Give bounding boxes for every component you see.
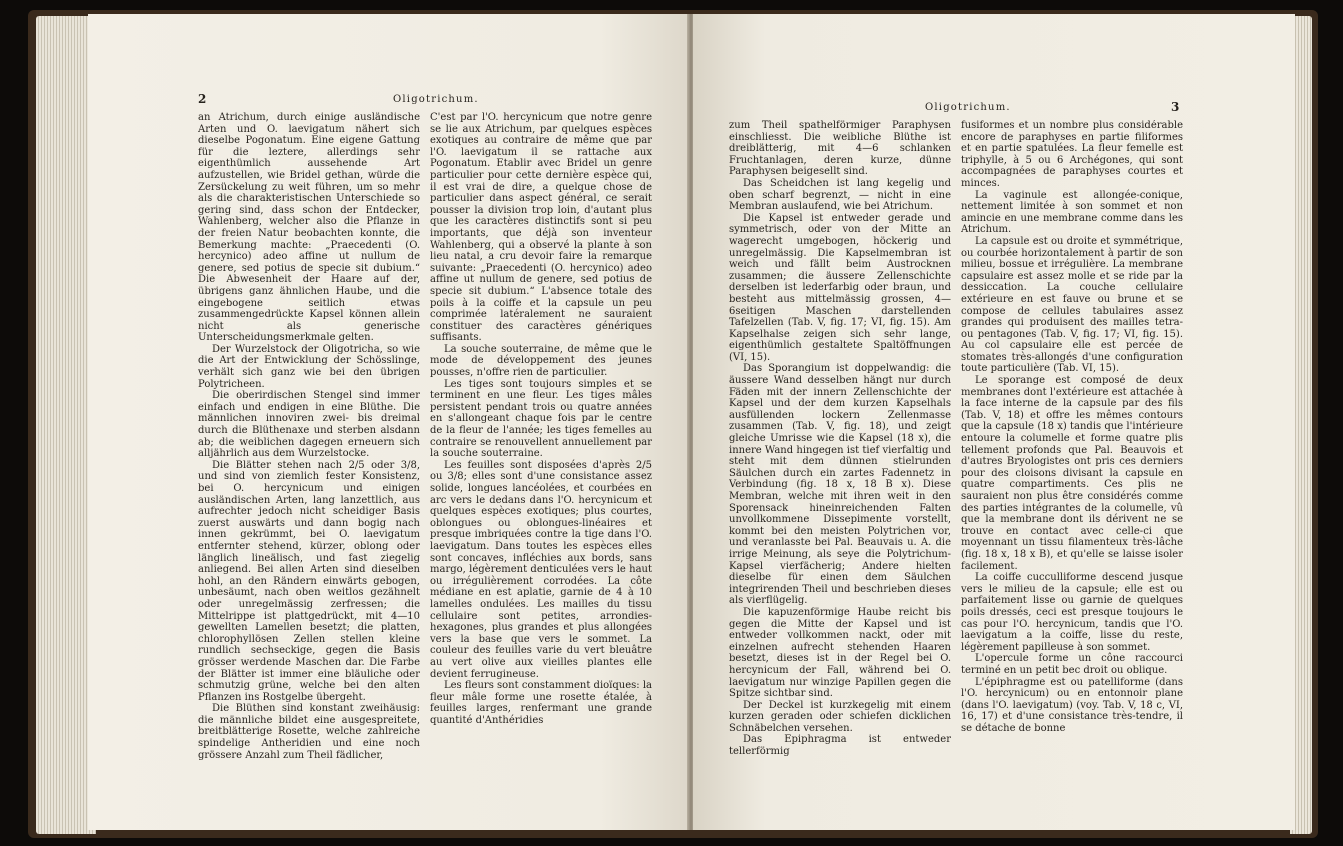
paragraph: Le sporange est composé de deux membranes dont l'extérieure est attachée à la face interne de la capsule par des fils (Tab. V, 18) et offre les mêmes contours que la capsule (18 x) tandis que l'intérieure entoure la columelle et forme quatre plis tellement profonds que Pal. Beauvois et d'autres Bryologistes ont pris ces derniers pour des cloisons divisant la capsule en quatre compartiments. Ces plis ne sauraient non plus être considérés comme des parties intégrantes de la columelle, vû que la membrane dont ils dérivent ne se trouve en contact avec celle-ci que moyennant un tissu filamenteux très-lâche (fig. 18 x, 18 x B), et qu'elle se laisse isoler facilement.: [961, 375, 1183, 572]
paragraph: Die kapuzenförmige Haube reicht bis gegen die Mitte der Kapsel und ist entweder vollkommen nackt, oder mit einzelnen aufrecht stehenden Haaren besetzt, dieses ist in der Regel bei O. hercynicum der Fall, während bei O. laevigatum nur winzige Papillen gegen die Spitze sichtbar sind.: [729, 606, 951, 700]
paragraph: fusiformes et un nombre plus considérable encore de paraphyses en partie filiformes et en partie spatulées. La fleur femelle est triphylle, à 5 ou 6 Archégones, qui sont accompagnées de paraphyses courtes et minces.: [961, 120, 1183, 189]
paragraph: Der Deckel ist kurzkegelig mit einem kurzen geraden oder schiefen dicklichen Schnäbelchen versehen.: [729, 699, 951, 734]
paragraph: Die Blätter stehen nach 2/5 oder 3/8, und sind von ziemlich fester Konsistenz, bei O. hercynicum und einigen ausländischen Arten, lang lanzettlich, aus aufrechter jedoch nicht scheidiger Basis zuerst auswärts und dann bogig nach innen gekrümmt, bei O. laevigatum entfernter stehend, kürzer, oblong oder länglich lineälisch, und fast ziegelig anliegend. Bei allen Arten sind dieselben hohl, an den Rändern einwärts gebogen, unbesäumt, nach oben weitlos gezähnelt oder unregelmässig zerfressen; die Mittelrippe ist plattgedrückt, mit 4—10 gewellten Lamellen besetzt; die platten, chlorophyllösen Zellen stellen kleine rundlich sechseckige, gegen die Basis grösser werdende Maschen dar. Die Farbe der Blätter ist immer eine bläuliche oder schmutzig grüne, welche bei den alten Pflanzen ins Rostgelbe übergeht.: [198, 459, 420, 703]
right-column-french: [961, 120, 1183, 820]
paragraph: Der Wurzelstock der Oligotricha, so wie die Art der Entwicklung der Schösslinge, verhält sich ganz wie bei den übrigen Polytricheen.: [198, 343, 420, 390]
paragraph: C'est par l'O. hercynicum que notre genre se lie aux Atrichum, par quelques espèces exotiques au contraire de même que par l'O. laevigatum il se rattache aux Pogonatum. Etablir avec Bridel un genre particulier pour cette dernière espèce qui, il est vrai de dire, a quelque chose de particulier dans aspect général, ce serait pousser la division trop loin, d'autant plus que les caractères distinctifs sont si peu importants, que déjà son inventeur Wahlenberg, qui a observé la plante à son lieu natal, a cru devoir faire la remarque suivante: „Praecedenti (O. hercynico) adeo affine ut nullum de genere, sed potius de specie sit dubium.“ L'absence totale des poils à la coiffe et la capsule un peu comprimée latéralement ne sauraient constituer des caractères génériques suffisants.: [430, 112, 652, 344]
paragraph: Das Epiphragma ist entweder tellerförmig: [729, 734, 951, 758]
paragraph: La capsule est ou droite et symmétrique, ou courbée horizontalement à partir de son milieu, bossue et irrégulière. La membrane capsulaire est assez molle et se ride par la dessiccation. La couche cellulaire extérieure en est fauve ou brune et se compose de cellules tabulaires assez grandes qui produisent des mailles tetra- ou pentagones (Tab. V, fig. 17; VI, fig. 15). Au col capsulaire elle est percée de stomates très-allongés d'une configuration toute particulière (Tab. VI, 15).: [961, 235, 1183, 375]
running-head: Oligotrichum.: [925, 102, 1011, 113]
page-number: 3: [1171, 100, 1180, 114]
paragraph: L'opercule forme un cône raccourci terminé en un petit bec droit ou oblique.: [961, 653, 1183, 676]
paragraph: Die oberirdischen Stengel sind immer einfach und endigen in eine Blüthe. Die männlichen innoviren zwei- bis dreimal durch die Blüthenaxe und sterben alsdann ab; die weiblichen dagegen erneuern sich alljährlich aus dem Wurzelstocke.: [198, 390, 420, 460]
paragraph: Les fleurs sont constamment dioïques: la fleur mâle forme une rosette étalée, à feuilles larges, renfermant une grande quantité d'Anthéridies: [430, 680, 652, 726]
left-page: [88, 14, 690, 830]
left-column-german: [198, 112, 420, 812]
left-column-french: [430, 112, 652, 812]
right-column-german: [729, 120, 951, 820]
paragraph: Das Sporangium ist doppelwandig: die äussere Wand desselben hängt nur durch Fäden mit der innern Zellenschichte der Kapsel und der dem kurzen Kapselhals ausfüllenden lockern Zellenmasse zusammen (Tab. V, fig. 18), und zeigt gleiche Umrisse wie die Kapsel (18 x), die innere Wand hingegen ist tief vierfaltig und steht mit dem dünnen stielrunden Säulchen durch ein zartes Fadennetz in Verbindung (fig. 18 x, 18 B x). Diese Membran, welche mit ihren weit in den Sporensack hineinreichenden Falten unvollkommene Dissepimente vorstellt, kommt bei den meisten Polytrichen vor, und veranlasste bei Pal. Beauvais u. A. die irrige Meinung, als seye die Polytrichum-Kapsel vierfächerig; Andere hielten dieselbe für einen dem Säulchen integrirenden Theil und beschrieben dieses als vierflügelig.: [729, 363, 951, 607]
paragraph: Die Blüthen sind konstant zweihäusig: die männliche bildet eine ausgespreitete, breitblätterige Rosette, welche zahlreiche spindelige Antheridien und eine noch grössere Anzahl zum Theil fädlicher,: [198, 703, 420, 761]
paragraph: an Atrichum, durch einige ausländische Arten und O. laevigatum nähert sich dieselbe Pogonatum. Eine eigene Gattung für die leztere, allerdings sehr eigenthümlich aussehende Art aufzustellen, wie Bridel gethan, würde die Zersückelung zu weit führen, um so mehr als die charakteristischen Unterschiede so gering sind, dass schon der Entdecker, Wahlenberg, welcher also die Pflanze in der freien Natur beobachten konnte, die Bemerkung machte: „Praecedenti (O. hercynico) adeo affine ut nullum de genere, sed potius de specie sit dubium.“ Die Abwesenheit der Haare auf der, übrigens ganz ähnlichen Haube, und die eingebogene seitlich etwas zusammengedrückte Kapsel können allein nicht als generische Unterscheidungsmerkmale gelten.: [198, 112, 420, 344]
paragraph: Das Scheidchen ist lang kegelig und oben scharf begrenzt, — nicht in eine Membran auslaufend, wie bei Atrichum.: [729, 177, 951, 213]
paragraph: Die Kapsel ist entweder gerade und symmetrisch, oder von der Mitte an wagerecht umgebogen, höckerig und unregelmässig. Die Kapselmembran ist weich und fällt beim Austrocknen zusammen; die äussere Zellenschichte derselben ist lederfarbig oder braun, und besteht aus mittelmässig grossen, 4—6seitigen Maschen darstellenden Tafelzellen (Tab. V, fig. 17; VI, fig. 15). Am Kapselhalse zeigen sich sehr lange, eigenthümlich gestaltete Spaltöffnungen (VI, 15).: [729, 212, 951, 363]
paragraph: L'épiphragme est ou patelliforme (dans l'O. hercynicum) ou en entonnoir plane (dans l'O. laevigatum) (voy. Tab. V, 18 c, VI, 16, 17) et d'une consistance très-tendre, il se détache de bonne: [961, 676, 1183, 734]
paragraph: La coiffe cucculliforme descend jusque vers le milieu de la capsule; elle est ou parfaitement lisse ou garnie de quelques poils dressés, ceci est presque toujours le cas pour l'O. hercynicum, tandis que l'O. laevigatum a la coiffe, lisse du reste, légèrement papilleuse à son sommet.: [961, 572, 1183, 653]
running-head: Oligotrichum.: [393, 94, 479, 105]
paragraph: La souche souterraine, de même que le mode de développement des jeunes pousses, n'offre rien de particulier.: [430, 343, 652, 379]
page-number: 2: [198, 92, 207, 106]
paragraph: zum Theil spathelförmiger Paraphysen einschliesst. Die weibliche Blüthe ist dreiblätterig, mit 4—6 schlanken Fruchtanlagen, deren kurze, dünne Paraphysen beigesellt sind.: [729, 120, 951, 178]
page-edges-left: [36, 16, 96, 834]
right-page: [693, 14, 1295, 830]
paragraph: La vaginule est allongée-conique, nettement limitée à son sommet et non amincie en une membrane comme dans les Atrichum.: [961, 189, 1183, 236]
paragraph: Les tiges sont toujours simples et se terminent en une fleur. Les tiges mâles persistent pendant trois ou quatre années en s'allongeant chaque fois par le centre de la fleur de l'année; les tiges femelles au contraire se renouvellent annuellement par la souche souterraine.: [430, 378, 652, 460]
paragraph: Les feuilles sont disposées d'après 2/5 ou 3/8; elles sont d'une consistance assez solide, longues lancéolées, et courbées en arc vers le dedans dans l'O. hercynicum et quelques espèces exotiques; plus courtes, oblongues ou oblongues-linéaires et presque imbriquées contre la tige dans l'O. laevigatum. Dans toutes les espèces elles sont concaves, infléchies aux bords, sans margo, légèrement denticulées vers le haut ou irrégulièrement corrodées. La côte médiane en est aplatie, garnie de 4 à 10 lamelles ondulées. Les mailles du tissu cellulaire sont petites, arrondies-hexagones, plus grandes et plus allongées vers la base que vers le sommet. La couleur des feuilles varie du vert bleuâtre au vert olive aux vieilles plantes elle devient ferrugineuse.: [430, 459, 652, 680]
